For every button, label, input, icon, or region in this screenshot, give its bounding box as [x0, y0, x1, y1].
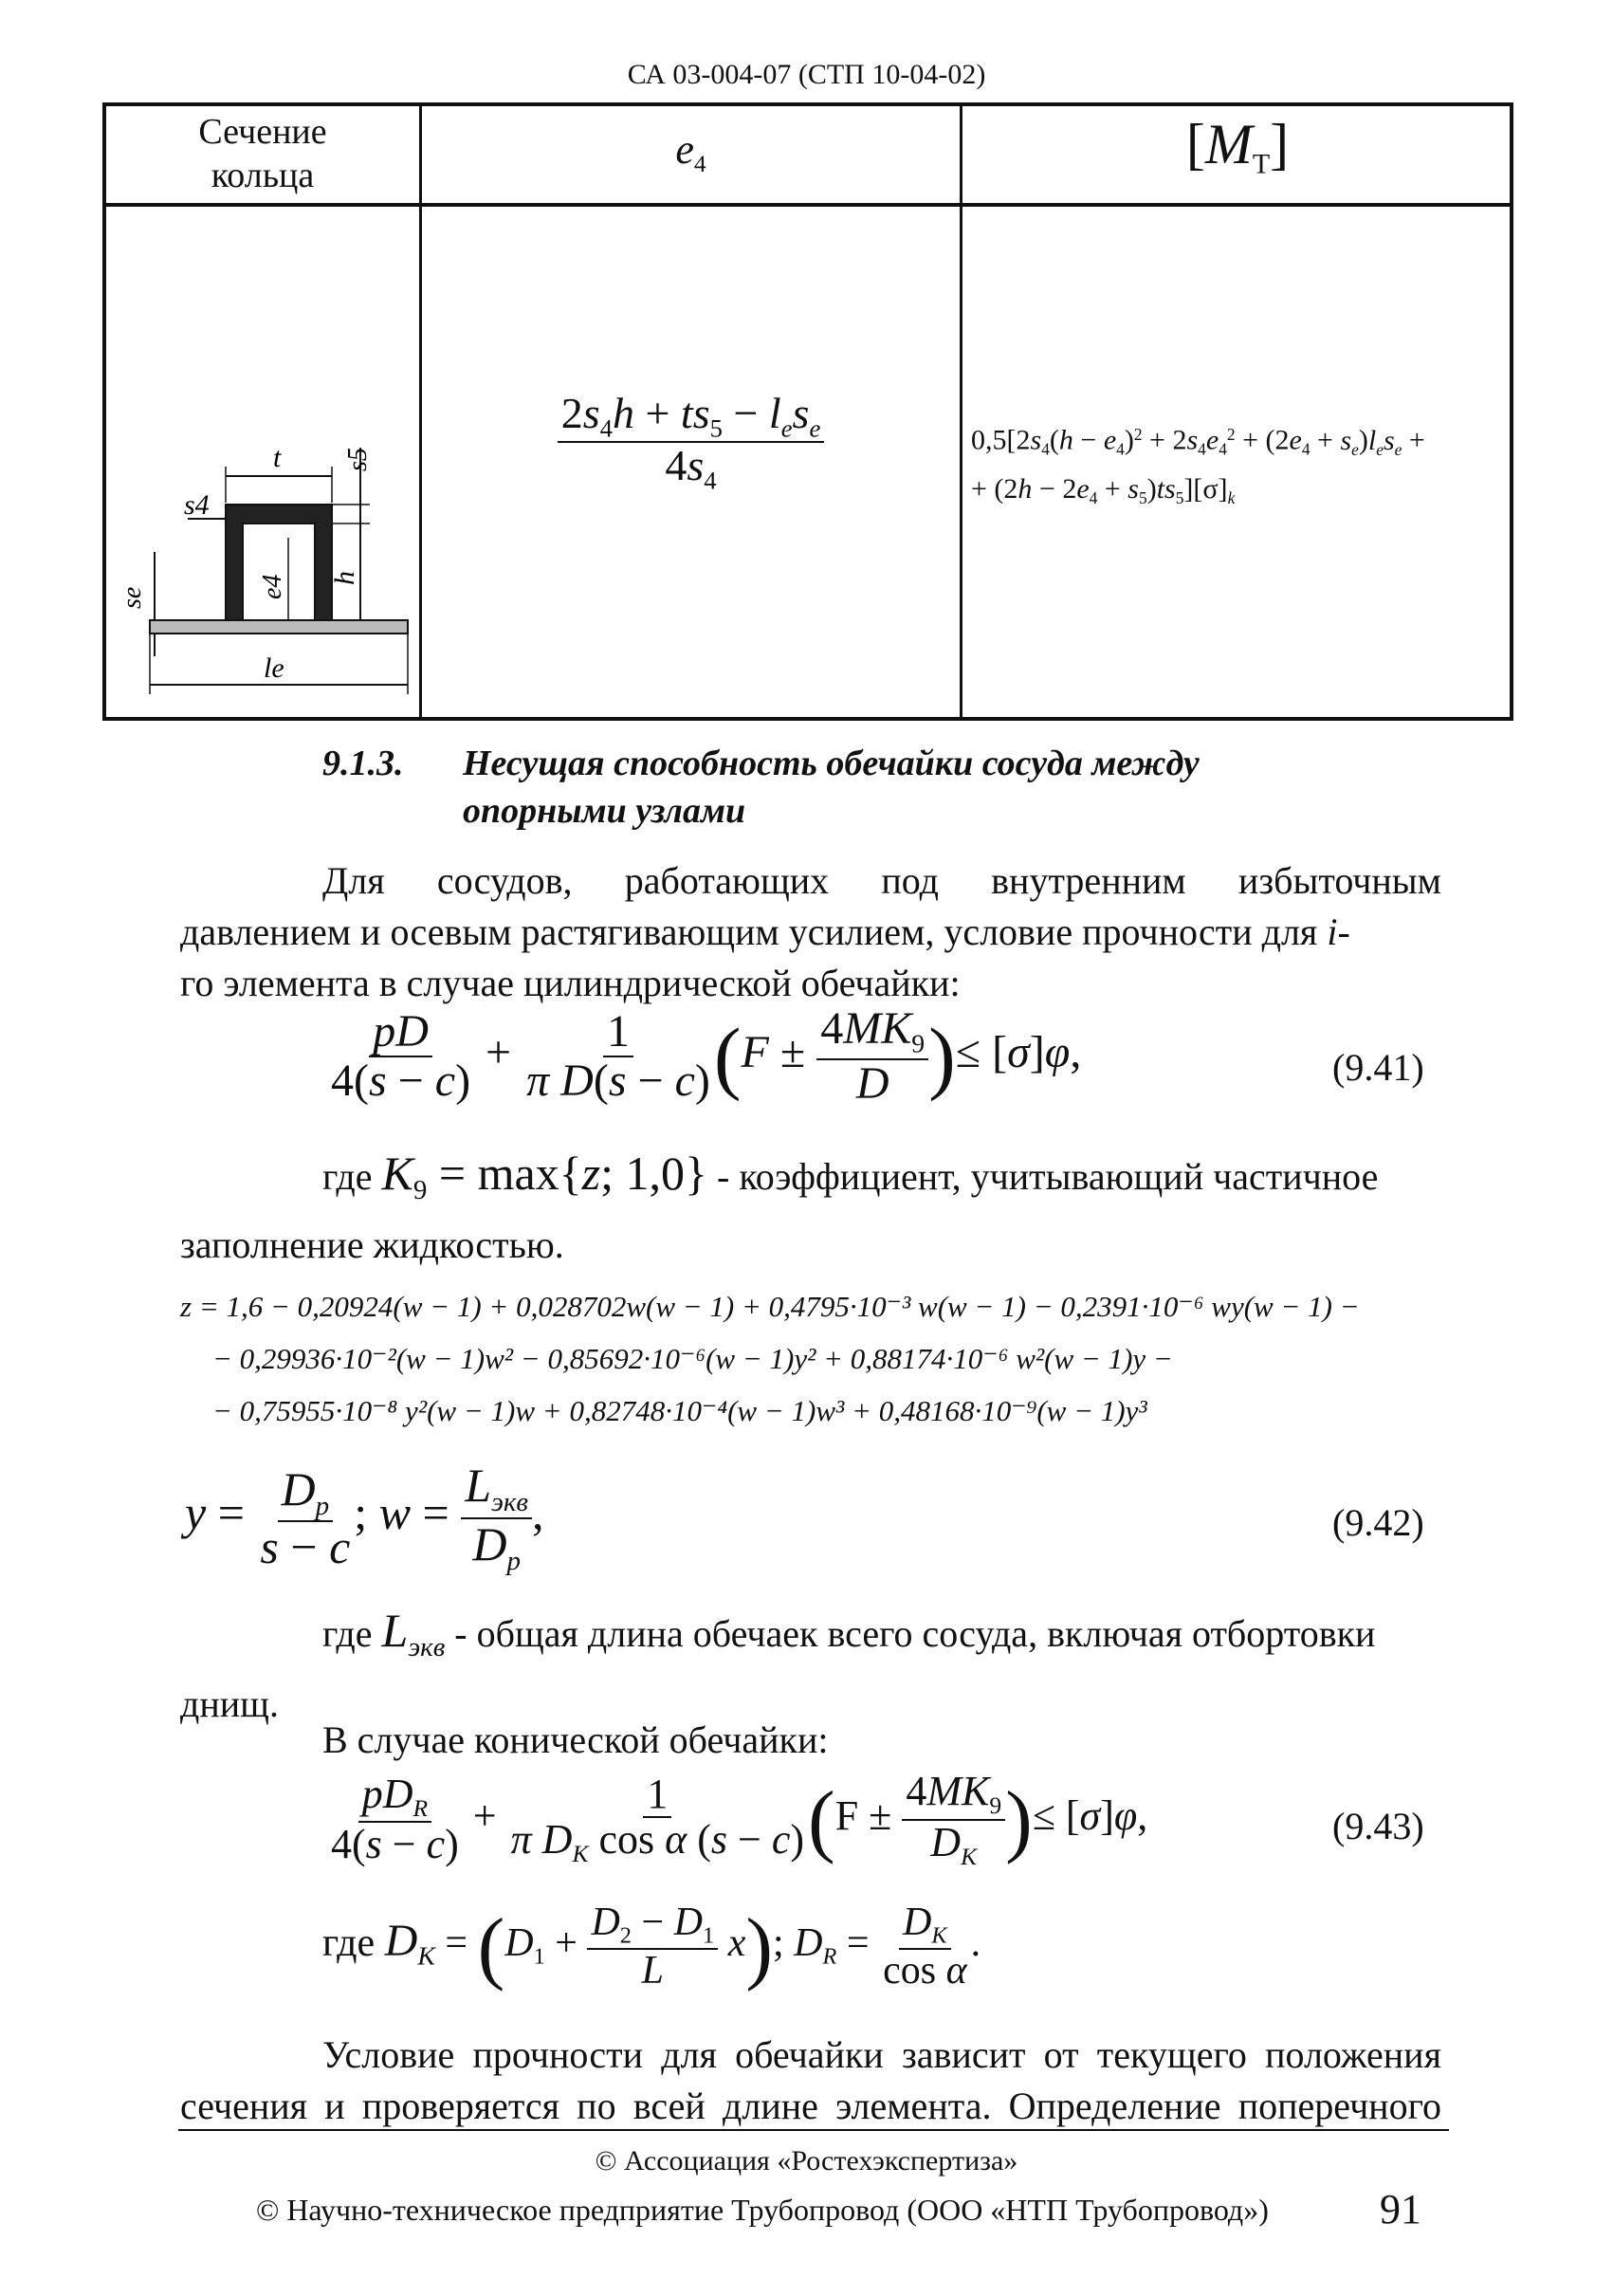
lekv-definition: где $L_{экв}$ - общая длина обечаек всего сосуда, включая отбортовки днищ.: [180, 1604, 1376, 1726]
equation-number-9-42: (9.42): [1332, 1501, 1424, 1544]
equation-9-41: $\frac{pD}{4(s - c)}$ + $\frac{1}{\text{π D(s − c)}}$ (F ± $\frac{4MK_9}{D}$ )≤ [σ]φ,: [331, 1003, 1082, 1109]
equation-9-43: $\frac{pD_R}{4(s - c)}$ + $\frac{1}{\pi D_K \cos \alpha (s - c)}$ (F ± $\frac{4MK_9}{D_K}$ )≤ [σ]φ,: [331, 1768, 1148, 1870]
section-heading: 9.1.3. Несущая способность обечайки сосуда между опорными узлами: [322, 740, 1200, 835]
section-number: 9.1.3.: [322, 744, 404, 783]
col-header-section: Сечение кольца: [198, 112, 327, 195]
footer-copyright-association: © Ассоциация «Ростехэкспертиза»: [595, 2145, 1018, 2177]
ring-cross-section-diagram: [118, 324, 415, 713]
col-header-mt: $[M_T]$: [1185, 113, 1290, 180]
col-header-e4: $e_4$: [675, 126, 706, 177]
equation-number-9-41: (9.41): [1332, 1046, 1424, 1089]
conical-intro: В случае конической обечайки:: [322, 1718, 829, 1761]
label-se: se: [118, 586, 147, 609]
footer-rule: [178, 2129, 1449, 2131]
e4-formula: $\frac{2s_4h + ts_5 - l_es_e}{4s_4}$: [422, 391, 960, 494]
dk-dr-definition: где $D_K = (D_1$ + $\frac{D_2 - D_1}{L}$ x); $D_R$ = $\frac{D_K}{\text{cos α}}$ .: [322, 1901, 981, 1993]
equation-9-42: y = $\frac{D_p}{s - c}$ ; w = $\frac{L_{экв}}{D_p}$ ,: [185, 1459, 544, 1576]
label-s5: s5: [343, 448, 373, 471]
label-t: t: [273, 442, 282, 473]
label-s4: s4: [184, 489, 210, 521]
label-e4: e4: [258, 574, 287, 599]
paragraph-intro: Для сосудов, работающих под внутренним избыточным давлением и осевым растягивающим усилием, условие прочности для i- го элемента в случае цилиндрической обечайки:: [180, 859, 1441, 1004]
label-h: h: [329, 571, 360, 585]
ring-section-table: [102, 102, 1513, 721]
z-formula: z = 1,6 − 0,20924(w − 1) + 0,028702w(w − 1) + 0,4795·10⁻³ w(w − 1) − 0,2391·10⁻⁶ wy(w − 1) − − 0,29936·10⁻²(w − 1)w² − 0,85692·10⁻⁶(w − 1)y² + 0,88174·10⁻⁶ w²(w − 1)y − − 0,75955·10⁻⁸ y²(w − 1)w + 0,82748·10⁻⁴(w − 1)w³ + 0,48168·10⁻⁹(w − 1)y³: [180, 1290, 1360, 1427]
equation-number-9-43: (9.43): [1332, 1805, 1424, 1847]
footer-copyright-company: © Научно-техническое предприятие Трубопровод (ООО «НТП Трубопровод»): [256, 2193, 1269, 2227]
mt-formula: $0,5[2s_4(h - e_4)^2 + 2s_4e_4^2 + (2e_4 + s_e)l_es_e$ + + $(2h - 2e_4 + s_5)ts_5][\sigma]_k$: [971, 424, 1425, 507]
label-le: le: [264, 652, 284, 684]
page-number: 91: [1380, 2186, 1421, 2232]
paragraph-strength-condition: Условие прочности для обечайки зависит от текущего положения сечения и проверяется по всей длине элемента. Определение поперечного: [180, 2033, 1441, 2127]
k9-definition: где $K_9 = \max\{z$; 1,0} - коэффициент, учитывающий частичное заполнение жидкостью.: [180, 1147, 1379, 1267]
page-header: СА 03-004-07 (СТП 10-04-02): [627, 59, 986, 90]
